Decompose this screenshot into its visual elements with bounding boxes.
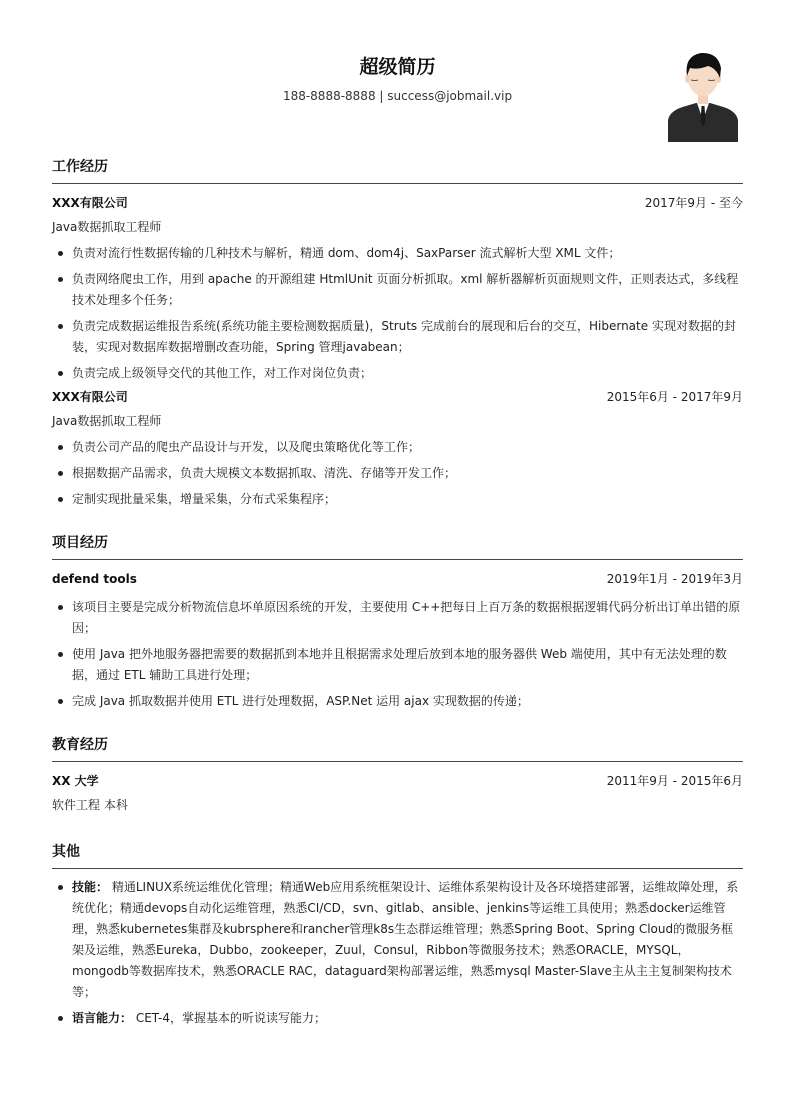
- list-item: 定制实现批量采集，增量采集，分布式采集程序；: [72, 489, 743, 510]
- avatar: [668, 48, 738, 142]
- list-item-skills: [72, 877, 743, 1003]
- education-entry: [52, 773, 743, 813]
- language-label: 语言能力：: [72, 1011, 133, 1025]
- education-section: [52, 734, 743, 813]
- list-item: 负责公司产品的爬虫产品设计与开发，以及爬虫策略优化等工作；: [72, 437, 743, 458]
- work-entry: [52, 195, 743, 384]
- list-item: 该项目主要是完成分析物流信息坏单原因系统的开发，主要使用 C++把每日上百万条的数据根据逻辑代码分析出订单出错的原因；: [72, 597, 743, 639]
- list-item: 使用 Java 把外地服务器把需要的数据抓到本地并且根据需求处理后放到本地的服务器供 Web 端使用，其中有无法处理的数据，通过 ETL 辅助工具进行处理；: [72, 644, 743, 686]
- duty-list: [52, 437, 743, 510]
- skills-label: 技能：: [72, 880, 109, 894]
- project-detail-list: [52, 597, 743, 712]
- language-text: CET-4，掌握基本的听说读写能力；: [135, 1011, 326, 1025]
- date-range: 2011年9月 - 2015年6月: [606, 774, 743, 788]
- company-name: XXX有限公司: [52, 196, 128, 210]
- project-experience-section: [52, 532, 743, 712]
- date-range: 2019年1月 - 2019年3月: [606, 572, 743, 586]
- degree-info: 软件工程 本科: [52, 798, 128, 812]
- contact-info: 188-8888-8888 | success@jobmail.vip: [282, 89, 513, 103]
- job-title: Java数据抓取工程师: [52, 220, 162, 234]
- list-item: 负责网络爬虫工作，用到 apache 的开源组建 HtmlUnit 页面分析抓取。xml 解析器解析页面规则文件，正则表达式，多线程技术处理多个任务；: [72, 269, 743, 311]
- resume-page: [52, 0, 743, 1034]
- other-section: [52, 841, 743, 1029]
- work-experience-section: [52, 156, 743, 510]
- section-title-work: 工作经历: [52, 156, 743, 184]
- date-range: 2015年6月 - 2017年9月: [606, 390, 743, 404]
- duty-list: [52, 243, 743, 384]
- other-list: [52, 877, 743, 1029]
- project-entry: [52, 571, 743, 712]
- school-name: XX 大学: [52, 774, 99, 788]
- section-title-other: 其他: [52, 841, 743, 869]
- section-title-education: 教育经历: [52, 734, 743, 762]
- list-item-language: [72, 1008, 743, 1029]
- job-title: Java数据抓取工程师: [52, 414, 162, 428]
- list-item: 负责完成上级领导交代的其他工作，对工作对岗位负责；: [72, 363, 743, 384]
- list-item: 根据数据产品需求，负责大规模文本数据抓取、清洗、存储等开发工作；: [72, 463, 743, 484]
- list-item: 负责对流行性数据传输的几种技术与解析，精通 dom、dom4j、SaxParser 流式解析大型 XML 文件；: [72, 243, 743, 264]
- project-name: defend tools: [52, 572, 137, 586]
- list-item: 完成 Java 抓取数据并使用 ETL 进行处理数据，ASP.Net 运用 ajax 实现数据的传递；: [72, 691, 743, 712]
- company-name: XXX有限公司: [52, 390, 128, 404]
- date-range: 2017年9月 - 至今: [644, 196, 743, 210]
- resume-name: 超级简历: [359, 56, 436, 78]
- list-item: 负责完成数据运维报告系统(系统功能主要检测数据质量)，Struts 完成前台的展现和后台的交互，Hibernate 实现对数据的封装，实现对数据库数据增删改查功能，Spring 管理javabean；: [72, 316, 743, 358]
- resume-header: [52, 0, 743, 150]
- section-title-projects: 项目经历: [52, 532, 743, 560]
- skills-text: 精通LINUX系统运维优化管理；精通Web应用系统框架设计、运维体系架构设计及各环境搭建部署，运维故障处理，系统优化；精通devops自动化运维管理，熟悉CI/CD，svn、gitlab、ansible、jenkins等运维工具使用；熟悉docker运维管理，熟悉kubernetes集群及kubrsphere和rancher管理k8s生态群运维管理；熟悉Spring Boot、Spring Cloud的微服务框架及运维，熟悉Eureka，Dubbo，zookeeper，Zuul，Consul，Ribbon等微服务技术；熟悉ORACLE，MYSQL，mongodb等数据库技术，熟悉ORACLE RAC，dataguard架构部署运维，熟悉mysql Master-Slave主从主主复制架构技术等；: [72, 880, 739, 999]
- work-entry: [52, 389, 743, 510]
